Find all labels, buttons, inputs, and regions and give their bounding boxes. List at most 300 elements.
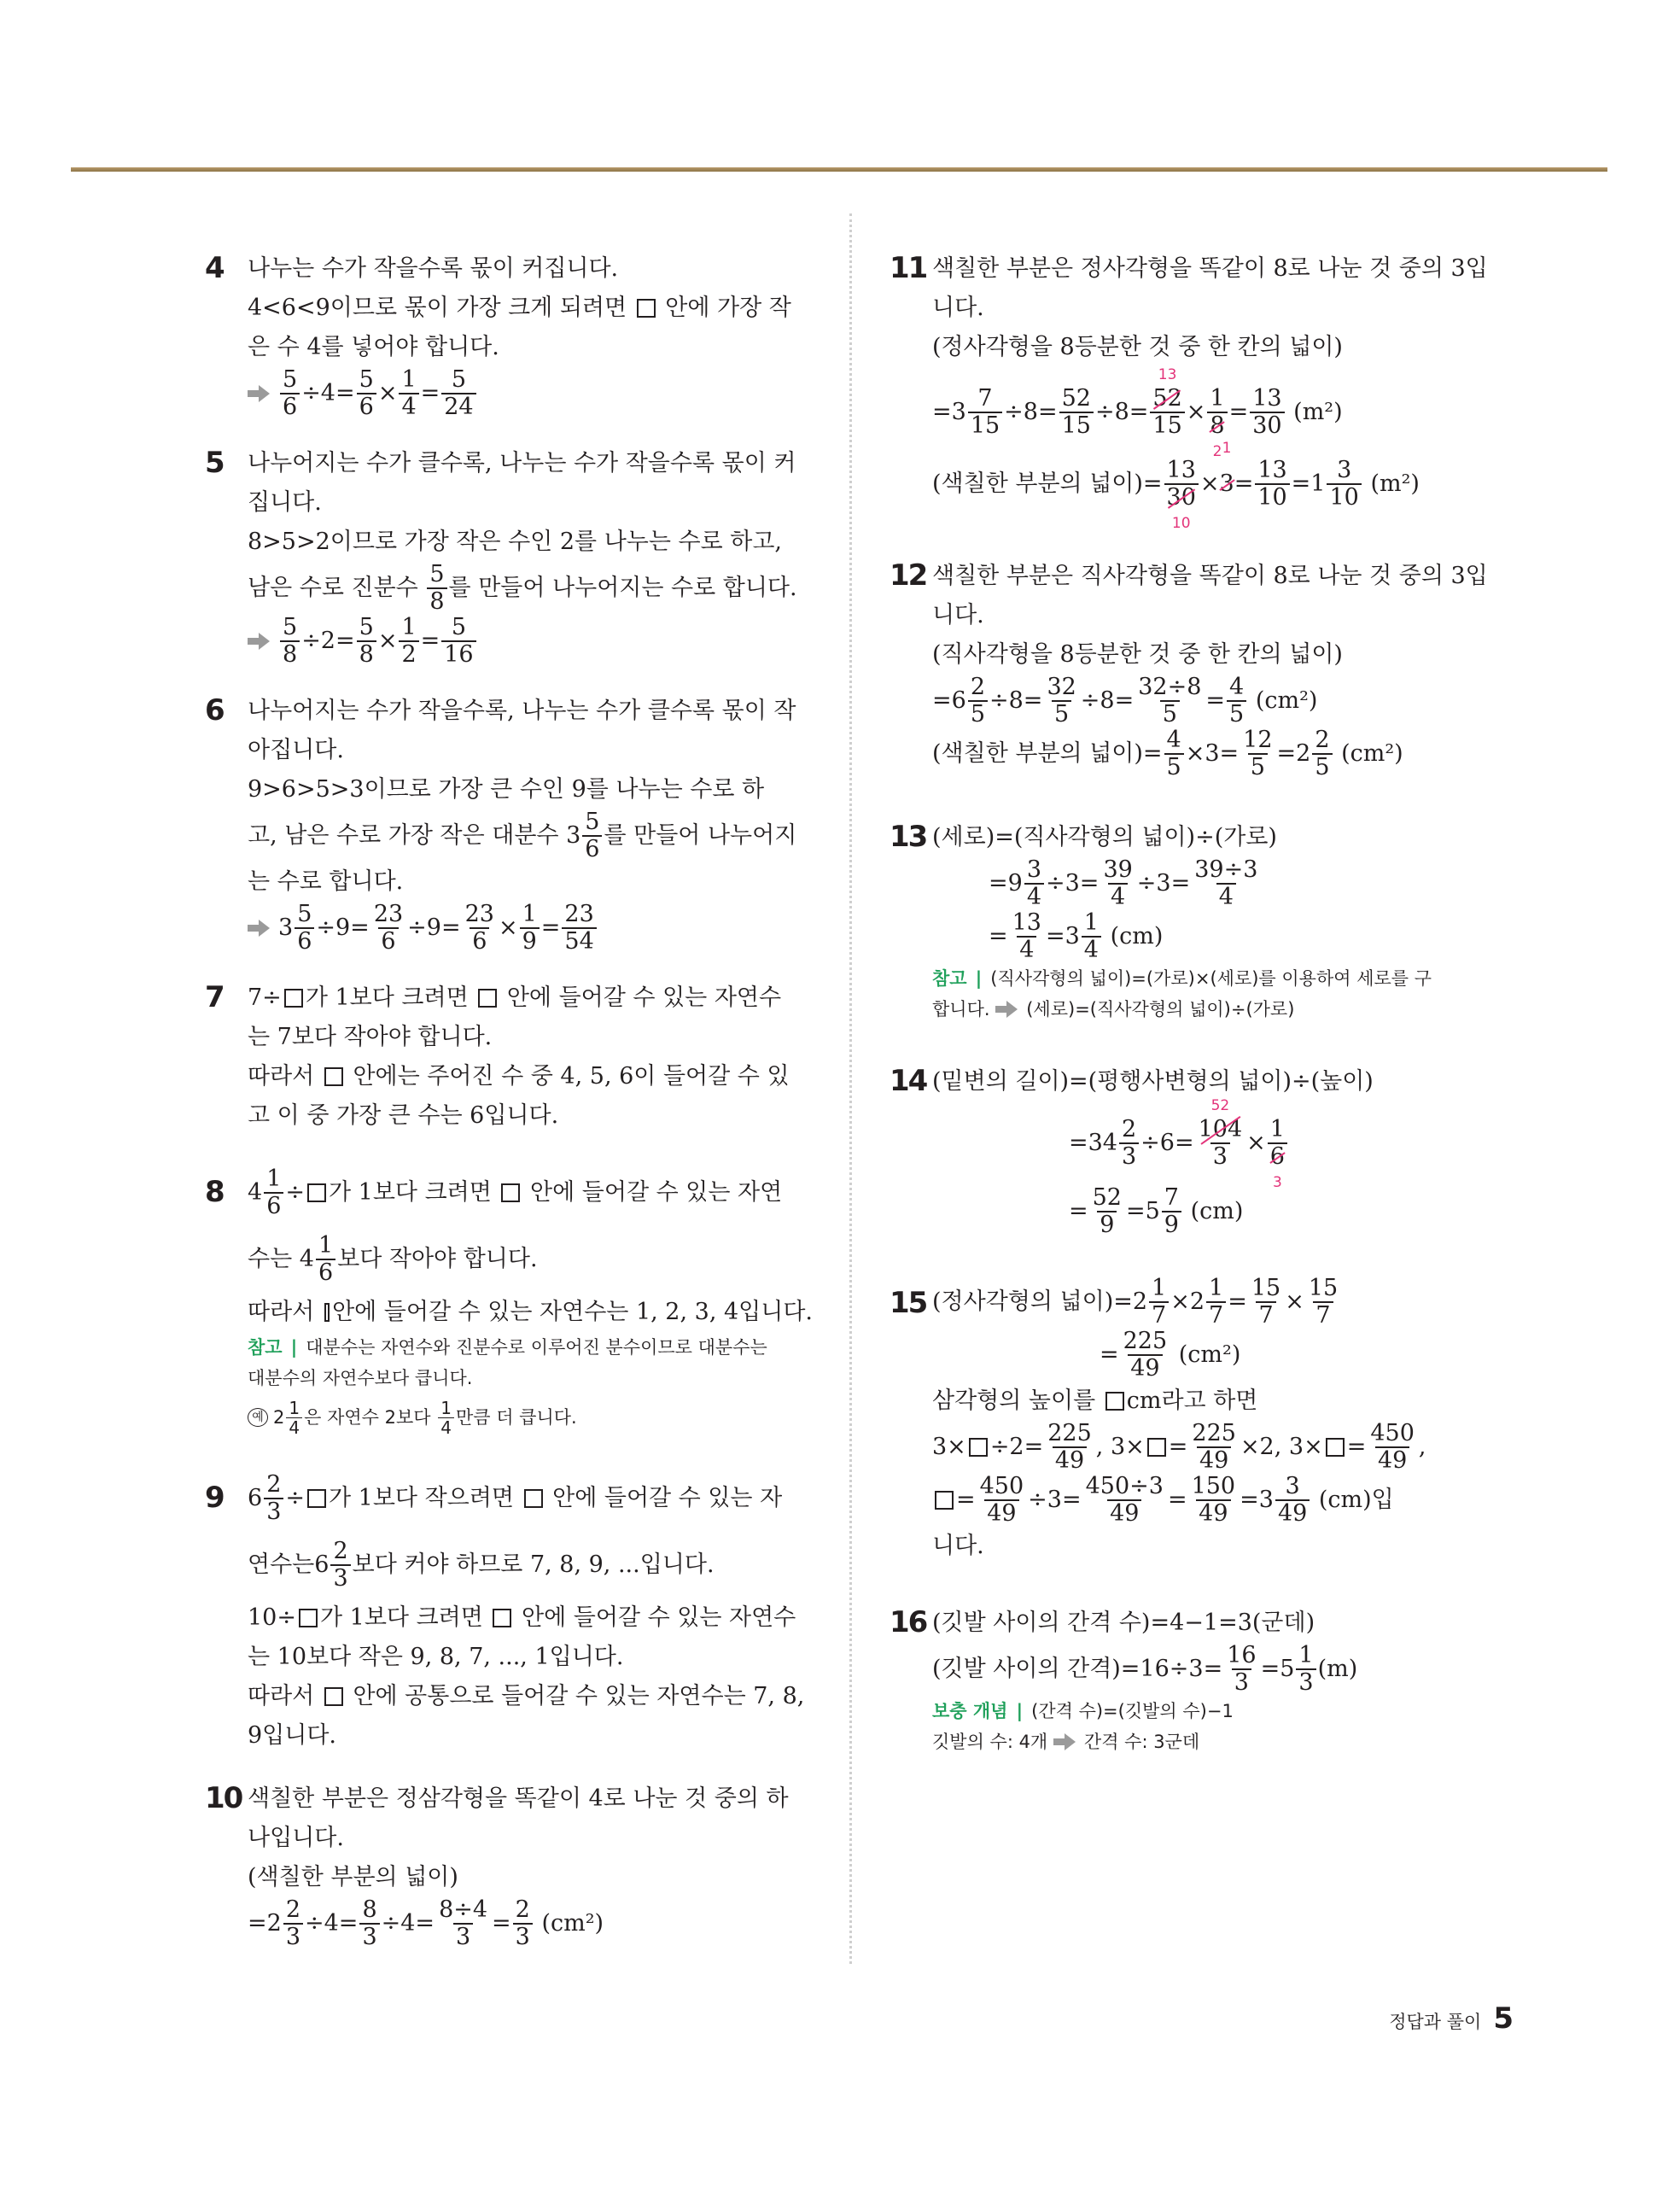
text-line: 은 수 4를 넣어야 합니다. xyxy=(248,334,499,360)
text-line xyxy=(248,562,813,615)
cancelled-number: 3 xyxy=(1220,459,1234,509)
reference-note xyxy=(932,1696,1504,1727)
denominator xyxy=(1207,412,1227,460)
mixed-whole: 4 xyxy=(248,1179,263,1206)
equation xyxy=(932,727,1504,780)
denominator: 15 xyxy=(1059,412,1094,439)
equation xyxy=(248,615,813,668)
spacer xyxy=(205,420,813,444)
fraction xyxy=(1135,675,1204,727)
operator: =2 xyxy=(248,1910,282,1937)
problem-11 xyxy=(890,249,1504,532)
operator: = xyxy=(1234,470,1254,497)
annotation: 1 xyxy=(1222,440,1232,457)
denominator: 3 xyxy=(283,1923,303,1950)
header-rule xyxy=(71,167,1607,172)
mixed-whole: 2 xyxy=(273,1407,285,1428)
numerator: 1 xyxy=(522,901,537,927)
reference-note xyxy=(932,1727,1504,1757)
fraction xyxy=(441,367,475,420)
text-line: 9>6>5>3이므로 가장 큰 수인 9를 나누는 수로 하 xyxy=(248,776,765,803)
numerator: 7 xyxy=(977,385,993,412)
numerator: 1 xyxy=(1083,909,1099,936)
denominator: 7 xyxy=(1313,1301,1333,1329)
operator: = xyxy=(1142,740,1163,767)
operator: ÷2= xyxy=(989,1434,1044,1460)
note-tag: 보충 개념 xyxy=(932,1701,1008,1721)
denominator: 6 xyxy=(470,927,489,955)
equation xyxy=(932,1276,1504,1329)
fraction xyxy=(968,386,1002,439)
problem-16 xyxy=(890,1604,1504,1757)
operator: ÷9= xyxy=(407,914,461,941)
blank-box-icon xyxy=(501,1183,520,1202)
reference-note: 대분수의 자연수보다 큽니다. xyxy=(248,1368,473,1388)
operator: ÷4= xyxy=(305,1910,359,1937)
text: 를 만들어 나누어지는 수로 합니다. xyxy=(448,575,797,601)
fraction xyxy=(357,615,376,668)
blank-box-icon xyxy=(524,1489,543,1508)
fraction xyxy=(1082,910,1101,963)
blank-box-icon xyxy=(1105,1392,1124,1411)
fraction xyxy=(399,367,418,420)
equation xyxy=(932,675,1504,727)
text-line xyxy=(932,1382,1504,1421)
fraction xyxy=(1149,1276,1169,1329)
denominator: 49 xyxy=(1275,1499,1310,1527)
equation xyxy=(932,857,1504,910)
problem-number: 14 xyxy=(890,1064,927,1098)
unit: (cm²) xyxy=(541,1910,604,1937)
mixed-whole: 3 xyxy=(278,914,294,941)
numerator: 4 xyxy=(1166,727,1181,753)
denominator: 49 xyxy=(1128,1354,1162,1382)
numerator: 225 xyxy=(1123,1328,1168,1354)
problem-number: 10 xyxy=(205,1781,242,1815)
numerator: 32 xyxy=(1047,674,1076,700)
unit: (cm²) xyxy=(1178,1341,1241,1368)
text-line: 색칠한 부분은 정삼각형을 똑같이 4로 나눈 것 중의 하 xyxy=(248,1785,789,1812)
annotation: 2 xyxy=(1212,443,1222,460)
text-line: (세로)=(직사각형의 넓이)÷(가로) xyxy=(932,824,1277,850)
equation xyxy=(932,1097,1504,1191)
text: (깃발 사이의 간격)=16÷3= xyxy=(932,1656,1223,1682)
numerator: 23 xyxy=(373,901,404,927)
text-line: 나누는 수가 작을수록 몫이 커집니다. xyxy=(248,255,619,282)
denominator: 4 xyxy=(1017,936,1036,963)
operator: ÷3= xyxy=(1046,870,1100,897)
reference-note xyxy=(248,1332,813,1363)
text: 안에 가장 작 xyxy=(665,295,791,321)
numerator: 12 xyxy=(1243,727,1273,753)
text: 가 1보다 크려면 xyxy=(305,984,469,1011)
problem-9 xyxy=(205,1465,813,1756)
text-line: (정사각형을 8등분한 것 중 한 칸의 넓이) xyxy=(932,334,1343,360)
mixed-whole: 6 xyxy=(248,1485,263,1511)
text: 만큼 더 큽니다. xyxy=(455,1407,577,1428)
fraction xyxy=(359,1897,379,1950)
operator: × xyxy=(1199,470,1220,497)
note-text: 간격 수: 3군데 xyxy=(1083,1732,1200,1752)
text: 안에 들어갈 수 있는 자연수 xyxy=(522,1604,796,1631)
mixed-whole: 3 xyxy=(566,822,581,849)
denominator: 3 xyxy=(359,1923,379,1950)
problem-number: 8 xyxy=(205,1175,224,1209)
text-line: 니다. xyxy=(932,295,984,321)
text-line: 고 이 중 가장 큰 수는 6입니다. xyxy=(248,1102,559,1129)
text-line: (직사각형을 8등분한 것 중 한 칸의 넓이) xyxy=(932,641,1343,668)
cancelled-number: 104 xyxy=(1198,1116,1243,1142)
note-text: (세로)=(직사각형의 넓이)÷(가로) xyxy=(1026,999,1295,1020)
fraction xyxy=(1010,910,1044,963)
fraction xyxy=(1090,1185,1124,1238)
problem-4 xyxy=(205,249,813,420)
operator: ÷3= xyxy=(1136,870,1191,897)
numerator: 13 xyxy=(1012,909,1041,936)
numerator: 3 xyxy=(1026,856,1041,883)
operator: = xyxy=(956,1487,976,1513)
fraction xyxy=(1162,1185,1181,1238)
denominator: 49 xyxy=(1107,1499,1141,1527)
denominator: 3 xyxy=(1232,1668,1251,1696)
page-number: 5 xyxy=(1493,2001,1514,2036)
fraction xyxy=(1268,1116,1287,1191)
denominator: 4 xyxy=(438,1417,454,1437)
fraction xyxy=(295,902,314,955)
text: 안에 들어갈 수 있는 자연수는 1, 2, 3, 4입니다. xyxy=(332,1299,813,1325)
text-line: 는 10보다 작은 9, 8, 7, ..., 1입니다. xyxy=(248,1644,624,1670)
fraction xyxy=(1189,1474,1239,1527)
operator: =3 xyxy=(1045,923,1080,949)
problem-number: 4 xyxy=(205,251,224,285)
fraction xyxy=(436,1897,490,1950)
numerator: 450 xyxy=(979,1473,1024,1499)
numerator: 5 xyxy=(451,366,467,393)
text: 가 1보다 작으려면 xyxy=(329,1485,514,1511)
text-line xyxy=(248,1598,813,1638)
fraction xyxy=(1327,458,1361,511)
numerator: 5 xyxy=(359,614,374,640)
text: 보다 작아야 합니다. xyxy=(337,1246,538,1272)
operator: = xyxy=(1167,1487,1187,1513)
problem-7 xyxy=(205,979,813,1136)
operator: ÷2= xyxy=(301,628,355,654)
fraction xyxy=(283,1897,303,1950)
denominator: 8 xyxy=(427,587,446,615)
fraction xyxy=(1368,1421,1417,1474)
denominator: 4 xyxy=(286,1417,302,1437)
arrow-icon xyxy=(1053,1733,1076,1750)
denominator xyxy=(1164,483,1199,532)
unit: (cm) xyxy=(1190,1198,1244,1224)
numerator: 5 xyxy=(429,561,445,587)
denominator: 5 xyxy=(1160,700,1180,727)
spacer xyxy=(890,1238,1504,1276)
unit: (m²) xyxy=(1293,399,1343,425)
operator: =6 xyxy=(932,687,966,714)
denominator: 4 xyxy=(1082,936,1101,963)
text-line xyxy=(248,1532,813,1598)
blank-box-icon xyxy=(935,1491,954,1510)
operator: × xyxy=(1246,1130,1266,1156)
text-line xyxy=(248,979,813,1018)
fraction xyxy=(1196,1097,1245,1170)
text: 안에 들어갈 수 있는 자연수 xyxy=(506,984,782,1011)
equation xyxy=(932,910,1504,963)
note-separator: | xyxy=(1016,1701,1024,1721)
text: (정사각형의 넓이) xyxy=(932,1288,1114,1315)
fraction xyxy=(463,902,497,955)
blank-box-icon xyxy=(1326,1438,1345,1457)
fraction xyxy=(316,1233,335,1286)
fraction xyxy=(399,615,418,668)
problem-number: 16 xyxy=(890,1605,927,1639)
operator: , xyxy=(1418,1434,1426,1460)
numerator: 1 xyxy=(401,614,417,640)
text: 연수는 xyxy=(248,1551,315,1578)
denominator: 6 xyxy=(378,927,398,955)
text-line: 집니다. xyxy=(248,489,322,516)
operator: × xyxy=(377,628,398,654)
operator: =1 xyxy=(1291,470,1326,497)
operator: ÷3= xyxy=(1028,1487,1082,1513)
problem-15 xyxy=(890,1276,1504,1566)
text-line: 니다. xyxy=(932,1533,984,1559)
fraction xyxy=(1045,1421,1094,1474)
numerator: 1 xyxy=(289,1397,300,1418)
problem-number: 15 xyxy=(890,1286,927,1320)
text: 은 자연수 2보다 xyxy=(304,1407,431,1428)
fraction xyxy=(968,675,988,727)
unit: (cm)입 xyxy=(1318,1487,1394,1513)
blank-box-icon xyxy=(324,1303,330,1322)
denominator: 54 xyxy=(562,927,596,955)
reference-note xyxy=(932,963,1504,994)
denominator: 4 xyxy=(1108,883,1128,910)
text: 가 1보다 크려면 xyxy=(319,1604,483,1631)
numerator: 2 xyxy=(1315,727,1330,753)
unit: (m) xyxy=(1317,1656,1358,1682)
fraction xyxy=(977,1474,1027,1527)
text-line: 나누어지는 수가 클수록, 나누는 수가 작을수록 몫이 커 xyxy=(248,450,796,476)
fraction xyxy=(1192,857,1260,910)
denominator: 5 xyxy=(1312,753,1332,780)
text: 안에 들어갈 수 있는 자연 xyxy=(530,1179,783,1206)
column-divider xyxy=(849,213,852,1964)
operator: × xyxy=(377,380,398,406)
arrow-icon xyxy=(248,920,270,937)
numerator: 15 xyxy=(1251,1275,1281,1301)
text-line xyxy=(248,1057,813,1096)
numerator: 5 xyxy=(451,614,467,640)
text-line: 니다. xyxy=(932,602,984,628)
text: 4<6<9이므로 몫이 가장 크게 되려면 xyxy=(248,295,627,321)
denominator: 3 xyxy=(264,1498,283,1525)
numerator: 450 xyxy=(1370,1420,1415,1446)
fraction xyxy=(1044,675,1078,727)
denominator: 24 xyxy=(441,393,475,420)
note-text: (직사각형의 넓이)=(가로)×(세로)를 이용하여 세로를 구 xyxy=(990,968,1432,989)
note-text: (간격 수)=(깃발의 수)−1 xyxy=(1031,1701,1234,1721)
blank-box-icon xyxy=(1147,1438,1166,1457)
equation xyxy=(248,1897,813,1950)
denominator: 3 xyxy=(1119,1142,1139,1170)
numerator: 1 xyxy=(1298,1642,1314,1668)
fraction xyxy=(1227,675,1246,727)
reference-note xyxy=(932,994,1504,1025)
denominator: 16 xyxy=(441,640,475,668)
fraction xyxy=(280,615,300,668)
operator: ×2, 3× xyxy=(1240,1434,1323,1460)
operator: =5 xyxy=(1125,1198,1160,1224)
equation xyxy=(932,1329,1504,1382)
numerator xyxy=(1196,1097,1245,1142)
numerator: 3 xyxy=(1337,457,1352,483)
operator: ×3= xyxy=(1185,740,1240,767)
operator: ÷9= xyxy=(316,914,370,941)
blank-box-icon xyxy=(307,1489,326,1508)
numerator: 23 xyxy=(564,901,594,927)
fraction xyxy=(1240,727,1275,780)
denominator: 6 xyxy=(280,393,300,420)
text-line xyxy=(248,1226,813,1293)
example-mark-icon: 예 xyxy=(248,1408,268,1427)
numerator: 1 xyxy=(440,1397,452,1418)
text-line xyxy=(248,1465,813,1532)
cancelled-number: 30 xyxy=(1166,484,1196,511)
text: cm라고 하면 xyxy=(1126,1388,1258,1414)
text-line: 색칠한 부분은 직사각형을 똑같이 8로 나눈 것 중의 3입 xyxy=(932,563,1488,589)
equation xyxy=(932,366,1504,460)
denominator: 3 xyxy=(513,1923,533,1950)
left-column xyxy=(205,249,813,1950)
operator: ÷8= xyxy=(1004,399,1058,425)
equation xyxy=(932,1643,1504,1696)
note-text: 깃발의 수: 4개 xyxy=(932,1732,1048,1752)
denominator: 5 xyxy=(1164,753,1184,780)
denominator: 2 xyxy=(399,640,418,668)
fraction xyxy=(520,902,540,955)
text: 안에는 주어진 수 중 4, 5, 6이 들어갈 수 있 xyxy=(353,1063,790,1090)
text-line xyxy=(248,289,813,328)
denominator: 3 xyxy=(453,1923,473,1950)
note-tag: 참고 xyxy=(248,1337,283,1358)
text-line xyxy=(248,809,813,862)
text-line: 는 수로 합니다. xyxy=(248,868,404,895)
denominator: 10 xyxy=(1255,483,1289,511)
fraction xyxy=(264,1472,283,1525)
operator: = xyxy=(1142,470,1163,497)
mixed-whole: 6 xyxy=(314,1551,330,1578)
text: 수는 xyxy=(248,1246,293,1272)
blank-box-icon xyxy=(324,1067,343,1086)
numerator: 13 xyxy=(1252,385,1282,412)
numerator: 225 xyxy=(1192,1420,1236,1446)
unit: (cm) xyxy=(1110,923,1164,949)
note-text: 대분수는 자연수와 진분수로 이루어진 분수이므로 대분수는 xyxy=(306,1337,767,1358)
blank-box-icon xyxy=(324,1687,343,1706)
denominator: 7 xyxy=(1256,1301,1275,1329)
annotation: 52 xyxy=(1210,1097,1230,1114)
numerator: 1 xyxy=(266,1166,282,1192)
denominator: 3 xyxy=(1296,1668,1315,1696)
fraction xyxy=(1119,1117,1139,1170)
operator: = xyxy=(540,914,561,941)
operator: =3 xyxy=(1240,1487,1274,1513)
text: 를 만들어 나누어지 xyxy=(604,822,797,849)
text: 보다 커야 하므로 7, 8, 9, ...입니다. xyxy=(352,1551,715,1578)
problem-5 xyxy=(205,444,813,668)
denominator: 4 xyxy=(1024,883,1044,910)
arrow-icon xyxy=(248,385,270,402)
fraction xyxy=(513,1897,533,1950)
blank-box-icon xyxy=(307,1183,326,1202)
numerator: 5 xyxy=(585,809,600,835)
example-line xyxy=(248,1393,813,1441)
fraction xyxy=(1206,1276,1226,1329)
text-line xyxy=(248,1160,813,1226)
cancelled-number: 6 xyxy=(1269,1143,1285,1170)
numerator: 2 xyxy=(285,1896,300,1923)
operator: = xyxy=(1168,1434,1188,1460)
text-line: (색칠한 부분의 넓이) xyxy=(248,1864,458,1890)
operator: , 3× xyxy=(1095,1434,1145,1460)
numerator: 52 xyxy=(1092,1184,1122,1211)
text: (색칠한 부분의 넓이) xyxy=(932,470,1143,497)
text: 7÷ xyxy=(248,984,282,1011)
equation xyxy=(248,367,813,420)
numerator: 1 xyxy=(1152,1275,1167,1301)
text-line: 는 7보다 작아야 합니다. xyxy=(248,1024,493,1050)
fraction xyxy=(562,902,596,955)
problem-13 xyxy=(890,818,1504,1025)
text: 고, 남은 수로 가장 작은 대분수 xyxy=(248,822,559,849)
denominator: 3 xyxy=(1210,1142,1230,1170)
text-line: 나입니다. xyxy=(248,1825,344,1851)
operator: = xyxy=(1100,1341,1119,1368)
fraction xyxy=(280,367,300,420)
numerator: 225 xyxy=(1047,1420,1092,1446)
fraction xyxy=(1121,1329,1170,1382)
numerator: 5 xyxy=(283,614,298,640)
numerator: 1 xyxy=(1209,1275,1224,1301)
problem-number: 11 xyxy=(890,251,927,285)
operator: × xyxy=(1285,1288,1304,1315)
numerator: 5 xyxy=(359,366,374,393)
denominator: 49 xyxy=(1196,1499,1230,1527)
text-line: (밑변의 길이)=(평행사변형의 넓이)÷(높이) xyxy=(932,1068,1374,1095)
operator: ÷8= xyxy=(1080,687,1135,714)
numerator: 1 xyxy=(318,1232,334,1259)
operator: =9 xyxy=(989,870,1023,897)
text-line: 나누어지는 수가 작을수록, 나누는 수가 클수록 몫이 작 xyxy=(248,698,796,724)
numerator: 2 xyxy=(515,1896,530,1923)
text: 가 1보다 크려면 xyxy=(329,1179,492,1206)
text: ÷ xyxy=(285,1179,305,1206)
numerator: 13 xyxy=(1166,457,1196,483)
cancelled-number: 8 xyxy=(1210,412,1225,439)
annotation: 13 xyxy=(1158,366,1177,383)
problem-number: 6 xyxy=(205,693,224,727)
unit: (m²) xyxy=(1370,470,1420,497)
denominator: 10 xyxy=(1327,483,1361,511)
numerator: 1 xyxy=(401,366,417,393)
operator: = xyxy=(420,380,440,406)
text: 안에 공통으로 들어갈 수 있는 자연수는 7, 8, xyxy=(353,1683,805,1709)
fraction xyxy=(1296,1643,1315,1696)
numerator: 5 xyxy=(297,901,312,927)
text-line xyxy=(248,1677,813,1716)
